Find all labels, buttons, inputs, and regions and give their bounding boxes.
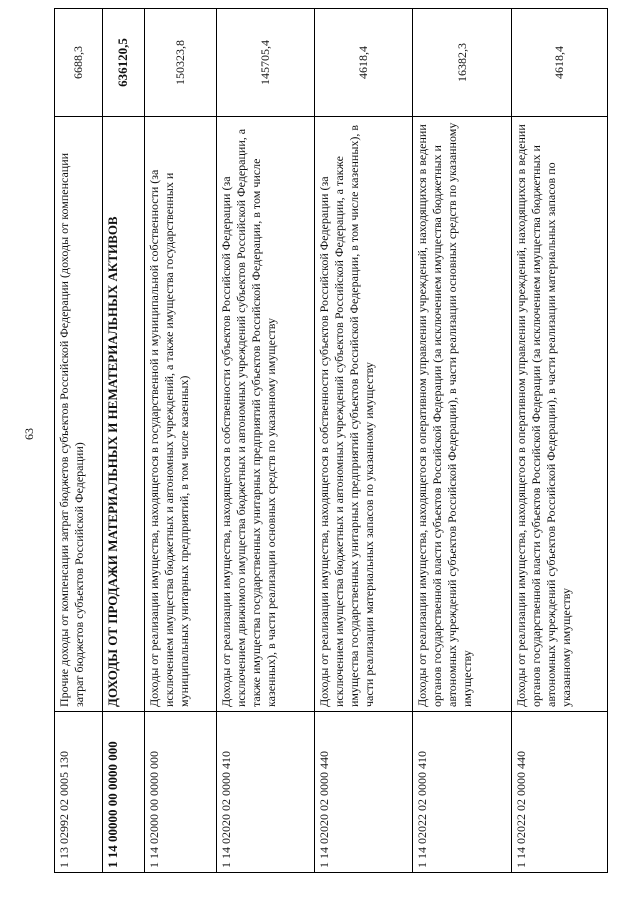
table-row (511, 9, 607, 873)
code-cell: 1 14 00000 00 0000 000 (103, 712, 145, 873)
page-number: 63 (22, 428, 36, 440)
code-cell: 1 14 02020 02 0000 440 (315, 712, 413, 873)
code-cell: 1 14 02000 00 0000 000 (144, 712, 216, 873)
name-cell: Доходы от реализации имущества, находящегося в оперативном управлении учреждений, находящихся в ведении органов государственной власти субъектов Российской Федерации (за исключением имущества бюджетных и автономных учреждений субъектов Российской Федерации), в части реализации материальных запасов по указанному имуществу (511, 117, 607, 712)
name-cell: Прочие доходы от компенсации затрат бюджетов субъектов Российской Федерации (доходы от компенсации затрат бюджетов субъектов Российской Федерации) (55, 117, 103, 712)
rotated-table-container (54, 36, 608, 873)
code-cell: 1 13 02992 02 0005 130 (55, 712, 103, 873)
code-cell: 1 14 02022 02 0000 410 (413, 712, 511, 873)
table-row (216, 9, 314, 873)
amount-cell: 16382,3 (413, 9, 511, 117)
name-cell: Доходы от реализации имущества, находящегося в государственной и муниципальной собственности (за исключением имущества бюджетных и автономных учреждений, а также имущества государственных и муниципальных унитарных предприятий, в том числе казенных) (144, 117, 216, 712)
table-row (103, 9, 145, 873)
amount-cell: 150323,8 (144, 9, 216, 117)
code-cell: 1 14 02020 02 0000 410 (216, 712, 314, 873)
name-cell: ДОХОДЫ ОТ ПРОДАЖИ МАТЕРИАЛЬНЫХ И НЕМАТЕРИАЛЬНЫХ АКТИВОВ (103, 117, 145, 712)
name-cell: Доходы от реализации имущества, находящегося в собственности субъектов Российской Федерации (за исключением имущества бюджетных и автономных учреждений субъектов Российской Федерации, а также имущества государственных унитарных предприятий субъектов Российской Федерации, в том числе казенных), в части реализации материальных запасов по указанному имуществу (315, 117, 413, 712)
name-cell: Доходы от реализации имущества, находящегося в оперативном управлении учреждений, находящихся в ведении органов государственной власти субъектов Российской Федерации (за исключением имущества бюджетных и автономных учреждений субъектов Российской Федерации), в части реализации основных средств по указанному имуществу (413, 117, 511, 712)
name-cell: Доходы от реализации имущества, находящегося в собственности субъектов Российской Федерации (за исключением движимого имущества бюджетных и автономных учреждений субъектов Российской Федерации, а также имущества государственных унитарных предприятий субъектов Российской Федерации, в том числе казенных), в части реализации основных средств по указанному имуществу (216, 117, 314, 712)
amount-cell: 636120,5 (103, 9, 145, 117)
table-row (55, 9, 103, 873)
table-row (144, 9, 216, 873)
table-row (413, 9, 511, 873)
table-row (315, 9, 413, 873)
amount-cell: 6688,3 (55, 9, 103, 117)
amount-cell: 145705,4 (216, 9, 314, 117)
revenue-table (54, 8, 608, 873)
code-cell: 1 14 02022 02 0000 440 (511, 712, 607, 873)
amount-cell: 4618,4 (315, 9, 413, 117)
amount-cell: 4618,4 (511, 9, 607, 117)
